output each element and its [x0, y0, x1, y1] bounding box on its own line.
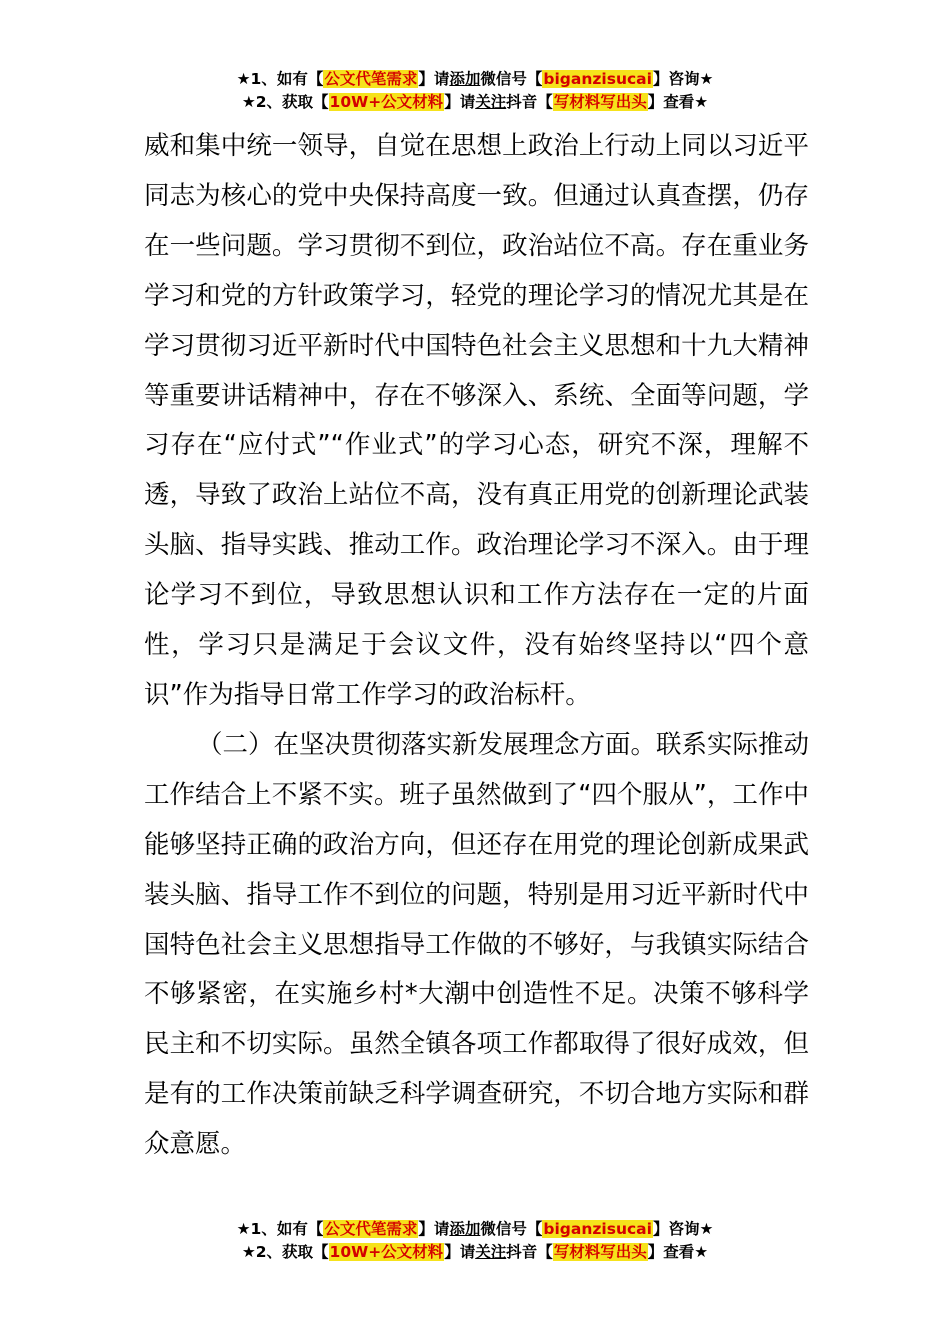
promo-highlight-wechat-id: biganzisucai [543, 1220, 652, 1238]
promo-highlight-materials: 10W+公文材料 [329, 1243, 444, 1261]
promo-line-2-suffix: 】查看 [647, 93, 695, 111]
promo-line-2-mid: 】请 [444, 1243, 476, 1261]
promo-line-1-mid: 】请 [418, 70, 450, 88]
promo-highlight-douyin-account: 写材料写出头 [553, 93, 647, 111]
promo-line-2 [0, 1241, 950, 1264]
star-icon: ★ [699, 70, 714, 88]
footer-promo-banner [0, 1218, 950, 1264]
promo-highlight-wechat-id: biganzisucai [543, 70, 652, 88]
promo-emphasis-add: 添加 [449, 70, 481, 88]
body-paragraph-1: 威和集中统一领导，自觉在思想上政治上行动上同以习近平同志为核心的党中央保持高度一致。但通过认真查摆，仍存在一些问题。学习贯彻不到位，政治站位不高。存在重业务学习和党的方针政策学习，轻党的理论学习的情况尤其是在学习贯彻习近平新时代中国特色社会主义思想和十九大精神等重要讲话精神中，存在不够深入、系统、全面等问题，学习存在“应付式”“作业式”的学习心态，研究不深，理解不透，导致了政治上站位不高，没有真正用党的创新理论武装头脑、指导实践、推动工作。政治理论学习不深入。由于理论学习不到位，导致思想认识和工作方法存在一定的片面性，学习只是满足于会议文件，没有始终坚持以“四个意识”作为指导日常工作学习的政治标杆。 [144, 131, 809, 710]
promo-emphasis-follow: 关注 [475, 1243, 507, 1261]
promo-line-1-mid2: 微信号【 [480, 70, 543, 88]
body-paragraph-2: （二）在坚决贯彻落实新发展理念方面。联系实际推动工作结合上不紧不实。班子虽然做到了“四个服从”，工作中能够坚持正确的政治方向，但还存在用党的理论创新成果武装头脑、指导工作不到位的问题，特别是用习近平新时代中国特色社会主义思想指导工作做的不够好，与我镇实际结合不够紧密，在实施乡村*大潮中创造性不足。决策不够科学民主和不切实际。虽然全镇各项工作都取得了很好成效，但是有的工作决策前缺乏科学调查研究，不切合地方实际和群众意愿。 [144, 729, 810, 1160]
star-icon: ★ [236, 1220, 251, 1238]
promo-line-1-mid: 】请 [418, 1220, 450, 1238]
promo-line-1-suffix: 】咨询 [652, 1220, 700, 1238]
promo-highlight-materials: 10W+公文材料 [329, 93, 444, 111]
promo-line-2-prefix: 2、获取【 [255, 1243, 329, 1261]
promo-line-1-prefix: 1、如有【 [250, 1220, 324, 1238]
promo-highlight-douyin-account: 写材料写出头 [553, 1243, 647, 1261]
promo-line-2-mid2: 抖音【 [506, 1243, 553, 1261]
star-icon: ★ [241, 93, 256, 111]
document-body [144, 122, 809, 1170]
promo-line-2-mid2: 抖音【 [506, 93, 553, 111]
promo-line-1 [0, 68, 950, 91]
star-icon: ★ [699, 1220, 714, 1238]
promo-highlight-writing-service: 公文代笔需求 [324, 1220, 418, 1238]
promo-line-2-prefix: 2、获取【 [255, 93, 329, 111]
promo-line-2 [0, 91, 950, 114]
star-icon: ★ [236, 70, 251, 88]
promo-highlight-writing-service: 公文代笔需求 [324, 70, 418, 88]
promo-line-1-suffix: 】咨询 [652, 70, 700, 88]
promo-emphasis-follow: 关注 [475, 93, 507, 111]
star-icon: ★ [694, 93, 709, 111]
star-icon: ★ [694, 1243, 709, 1261]
header-promo-banner [0, 68, 950, 114]
star-icon: ★ [241, 1243, 256, 1261]
promo-line-2-mid: 】请 [444, 93, 476, 111]
promo-line-1-mid2: 微信号【 [480, 1220, 543, 1238]
promo-emphasis-add: 添加 [449, 1220, 481, 1238]
promo-line-1 [0, 1218, 950, 1241]
promo-line-2-suffix: 】查看 [647, 1243, 695, 1261]
promo-line-1-prefix: 1、如有【 [250, 70, 324, 88]
